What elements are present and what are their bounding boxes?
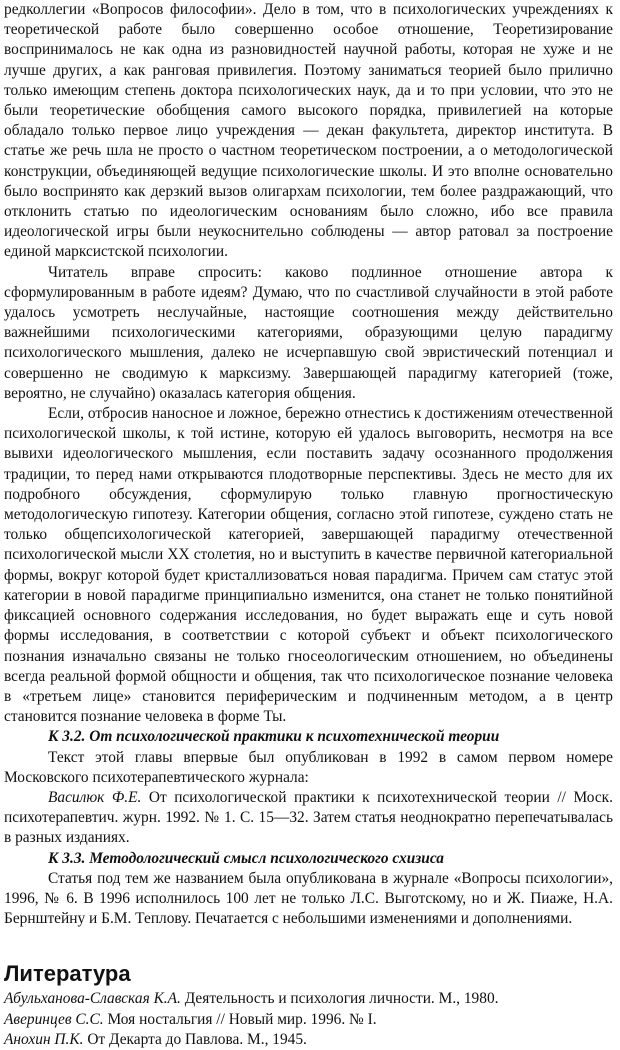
literature-text: Деятельность и психология личности. М., 1980. <box>180 990 499 1008</box>
paragraph-article-note: Статья под тем же названием была опубликована в журнале «Вопросы психологии», 1996, № 6. В 1996 исполнилось 100 лет не только Л.С. Выготскому, но и Ж. Пиаже, Н.А. Бернштейну и Б.М. Теплову. Печатается с небольшими изменениями и дополнениями. <box>4 869 613 928</box>
literature-author: Абульханова-Славская К.А. <box>4 990 181 1008</box>
literature-author: Анохин П.К. <box>4 1030 84 1048</box>
literature-text: Моя ностальгия // Новый мир. 1996. № I. <box>103 1010 377 1028</box>
literature-author: Аверинцев С.С. <box>4 1010 104 1028</box>
section-heading-k32: К 3.2. От психологической практики к психотехнической теории <box>48 728 500 746</box>
literature-heading: Литература <box>4 961 131 987</box>
literature-text: От Декарта до Павлова. М., 1945. <box>83 1030 307 1048</box>
paragraph-first-publication: Текст этой главы впервые был опубликован в 1992 в самом первом номере Московского психотерапевтического журнала: <box>4 748 613 786</box>
literature-item <box>4 1010 613 1030</box>
section-heading-k33: К 3.3. Методологический смысл психологического схизиса <box>48 849 444 867</box>
reference-author: Василюк Ф.Е. <box>48 788 142 806</box>
paragraph-hypothesis: Если, отбросив наносное и ложное, бережно отнестись к достижениям отечественной психологической школы, к той истине, которую ей удалось выговорить, несмотря на все вывихи идеологического мышления, если поставить задачу осознанного продолжения традиции, то перед нами открываются плодотворные перспективы. Здесь не место для их подробного обсуждения, сформулирую только главную прогностическую методологическую гипотезу. Категории общения, согласно этой гипотезе, суждено стать не только общепсихологической категорией, завершающей парадигму отечественной психологической мысли XX столетия, но и выступить в качестве первичной категориальной формы, вокруг которой будет кристаллизоваться новая парадигма. Причем сам статус этой категории в новой парадигме принципиально изменится, она станет не только понятийной фиксацией основного содержания исследования, но будет выражать еще и суть новой формы исследования, в соответствии с которой субъект и объект психологического познания изначально связаны не только гносеологическим отношением, но объединены всегда реальной формой общности и общения, так что психологическое познание человека в «третьем лице» становится периферическим и подчиненным методом, а в центр становится познание человека в форме Ты. <box>4 405 613 726</box>
literature-item <box>4 1030 613 1050</box>
document-page <box>4 0 613 1050</box>
reference-text: От психологической практики к психотехнической теории // Моск. психотерапевтич. журн. 1992. № 1. С. 15—32. Затем статья неоднократно перепечатывалась в разных изданиях. <box>4 788 613 847</box>
literature-item <box>4 989 613 1009</box>
reference-vasilyuk <box>4 788 613 849</box>
paragraph-reader-question: Читатель вправе спросить: каково подлинное отношение автора к сформулированным в работе идеям? Думаю, что по счастливой случайности в этой работе удалось усмотреть неслучайные, настоящие соотношения между действительно важнейшими психологическими категориями, образующими целую парадигму психологического мышления, далеко не исчерпавшую свой эвристический потенциал и совершенно не сводимую к марксизму. Завершающей парадигму категорией (тоже, вероятно, не случайно) оказалась категория общения. <box>4 263 613 402</box>
paragraph-editorial-board: редколлегии «Вопросов философии». Дело в том, что в психологических учреждениях к теоретической работе было совершенно особое отношение, Теоретизирование воспринималось не как одна из разновидностей научной работы, которая не хуже и не лучше других, а как ранговая привилегия. Поэтому заниматься теорией было прилично только имеющим степень доктора психологических наук, да и то при условии, что это не были теоретические обобщения самого высокого порядка, привилегией на которые обладало только первое лицо учреждения — декан факультета, директор института. В статье же речь шла не просто о частном теоретическом построении, а о методологической конструкции, объединяющей ведущие психологические школы. И это вполне основательно было воспринято как дерзкий вызов олигархам психологии, тем более раздражающий, что отклонить статью по идеологическим основаниям было сложно, ибо все правила идеологической игры были неукоснительно соблюдены — автор ратовал за построение единой марксистской психологии. <box>4 1 613 261</box>
